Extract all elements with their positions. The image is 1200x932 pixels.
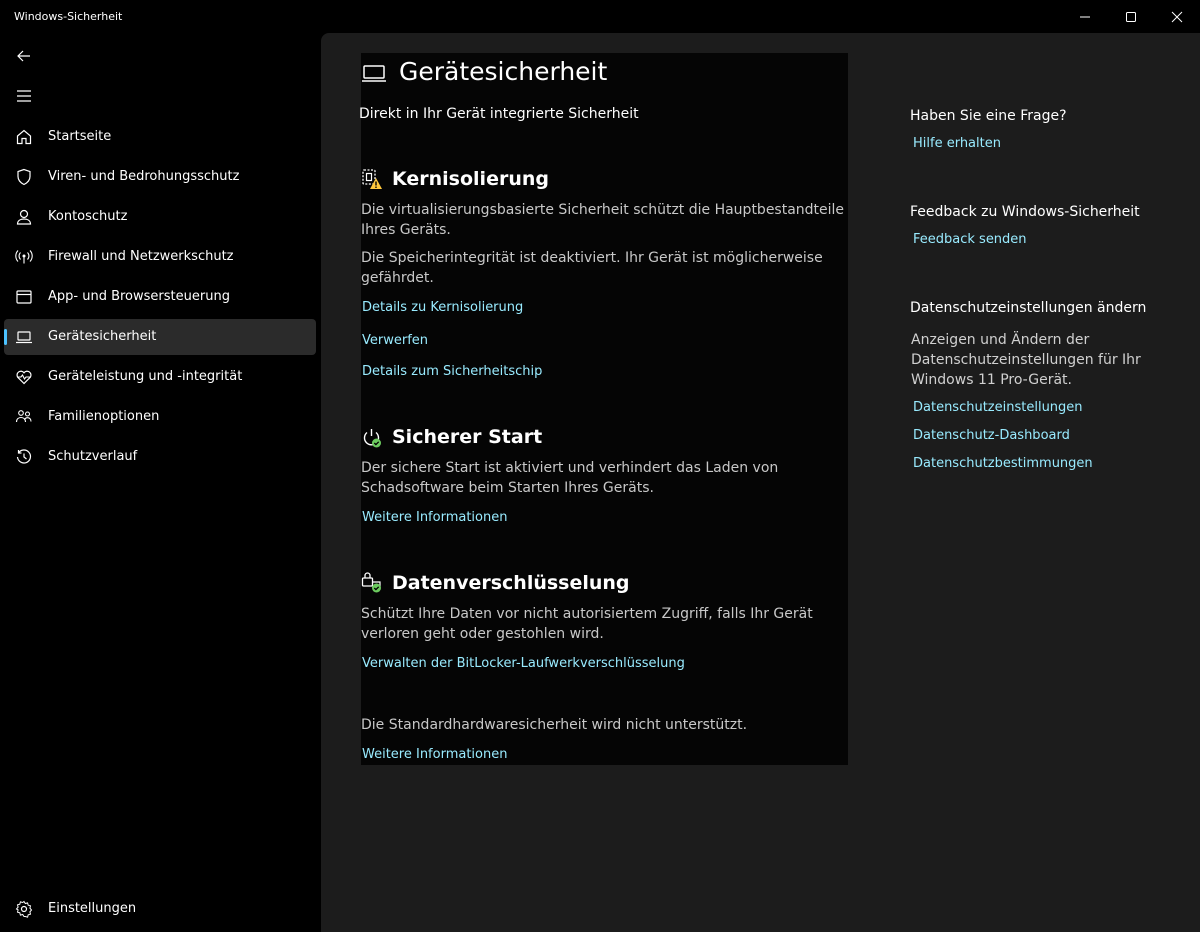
title-bar (0, 0, 1200, 33)
bitlocker-manage-link[interactable]: Verwalten der BitLocker-Laufwerkverschlüsselung (362, 656, 685, 671)
dismiss-link[interactable]: Verwerfen (362, 333, 429, 348)
secure-boot-ok-icon (361, 427, 383, 449)
home-icon (15, 128, 33, 146)
page-title: Gerätesicherheit (399, 57, 608, 86)
close-icon (1171, 11, 1183, 23)
nav-label: Einstellungen (48, 901, 137, 916)
nav-label: Geräteleistung und -integrität (48, 369, 243, 384)
send-feedback-link[interactable]: Feedback senden (913, 232, 1027, 247)
selection-indicator (4, 329, 7, 345)
encryption-title: Datenverschlüsselung (392, 572, 630, 594)
question-heading: Haben Sie eine Frage? (910, 108, 1067, 124)
nav-label: Firewall und Netzwerkschutz (48, 249, 234, 264)
minimize-icon (1079, 11, 1091, 23)
heart-pulse-icon (15, 368, 33, 386)
close-button[interactable] (1154, 0, 1200, 33)
family-icon (15, 408, 33, 426)
core-isolation-title: Kernisolierung (392, 168, 549, 190)
secure-boot-title: Sicherer Start (392, 426, 543, 448)
nav-label: Familienoptionen (48, 409, 160, 424)
nav-label: Schutzverlauf (48, 449, 138, 464)
navigation-pane (0, 33, 321, 932)
gear-icon (15, 900, 33, 918)
maximize-icon (1125, 11, 1137, 23)
app-title: Windows-Sicherheit (14, 10, 123, 23)
person-icon (15, 208, 33, 226)
privacy-dashboard-link[interactable]: Datenschutz-Dashboard (913, 428, 1070, 443)
privacy-settings-link[interactable]: Datenschutzeinstellungen (913, 400, 1083, 415)
core-isolation-details-link[interactable]: Details zu Kernisolierung (362, 300, 524, 315)
laptop-icon (15, 328, 33, 346)
hardware-more-info-link[interactable]: Weitere Informationen (362, 747, 508, 762)
minimize-button[interactable] (1062, 0, 1108, 33)
nav-label: Viren- und Bedrohungsschutz (48, 169, 240, 184)
antenna-icon (15, 248, 33, 266)
memory-integrity-status: Die Speicherintegrität ist deaktiviert. Ihr Gerät ist möglicherweise gefährdet. (361, 250, 823, 286)
encryption-description: Schützt Ihre Daten vor nicht autorisiertem Zugriff, falls Ihr Gerät verloren geht oder gestohlen wird. (361, 606, 813, 642)
nav-label: Startseite (48, 129, 112, 144)
nav-item-device-performance[interactable] (4, 359, 316, 395)
menu-button[interactable] (6, 80, 42, 112)
maximize-button[interactable] (1108, 0, 1154, 33)
secure-boot-description: Der sichere Start ist aktiviert und verhindert das Laden von Schadsoftware beim Starten Ihres Geräts. (361, 460, 779, 496)
nav-item-startseite[interactable] (4, 119, 316, 155)
nav-item-device-security[interactable] (4, 319, 316, 355)
security-chip-details-link[interactable]: Details zum Sicherheitschip (362, 364, 543, 379)
privacy-description: Anzeigen und Ändern der Datenschutzeinstellungen für Ihr Windows 11 Pro-Gerät. (911, 332, 1141, 388)
core-isolation-description: Die virtualisierungsbasierte Sicherheit schützt die Hauptbestandteile Ihres Geräts. (361, 202, 845, 238)
nav-item-history[interactable] (4, 439, 316, 475)
secure-boot-more-info-link[interactable]: Weitere Informationen (362, 510, 508, 525)
feedback-heading: Feedback zu Windows-Sicherheit (910, 204, 1140, 220)
back-button[interactable] (6, 40, 42, 72)
get-help-link[interactable]: Hilfe erhalten (913, 136, 1001, 151)
nav-item-account-protection[interactable] (4, 199, 316, 235)
nav-label: Gerätesicherheit (48, 329, 157, 344)
back-arrow-icon (16, 48, 32, 64)
nav-label: Kontoschutz (48, 209, 128, 224)
privacy-heading: Datenschutzeinstellungen ändern (910, 300, 1147, 316)
nav-item-family[interactable] (4, 399, 316, 435)
hamburger-icon (16, 89, 32, 103)
laptop-icon (361, 63, 387, 85)
hardware-security-status: Die Standardhardwaresicherheit wird nicht unterstützt. (361, 717, 748, 733)
encryption-ok-icon (361, 572, 383, 594)
content-area (321, 33, 1200, 932)
page-subtitle: Direkt in Ihr Gerät integrierte Sicherheit (359, 106, 639, 122)
nav-item-firewall[interactable] (4, 239, 316, 275)
nav-item-app-browser[interactable] (4, 279, 316, 315)
nav-item-virus-protection[interactable] (4, 159, 316, 195)
nav-item-settings[interactable] (4, 891, 316, 927)
history-icon (15, 448, 33, 466)
shield-icon (15, 168, 33, 186)
nav-label: App- und Browsersteuerung (48, 289, 230, 304)
browser-icon (15, 288, 33, 306)
privacy-statement-link[interactable]: Datenschutzbestimmungen (913, 456, 1093, 471)
core-isolation-warning-icon (361, 168, 383, 190)
